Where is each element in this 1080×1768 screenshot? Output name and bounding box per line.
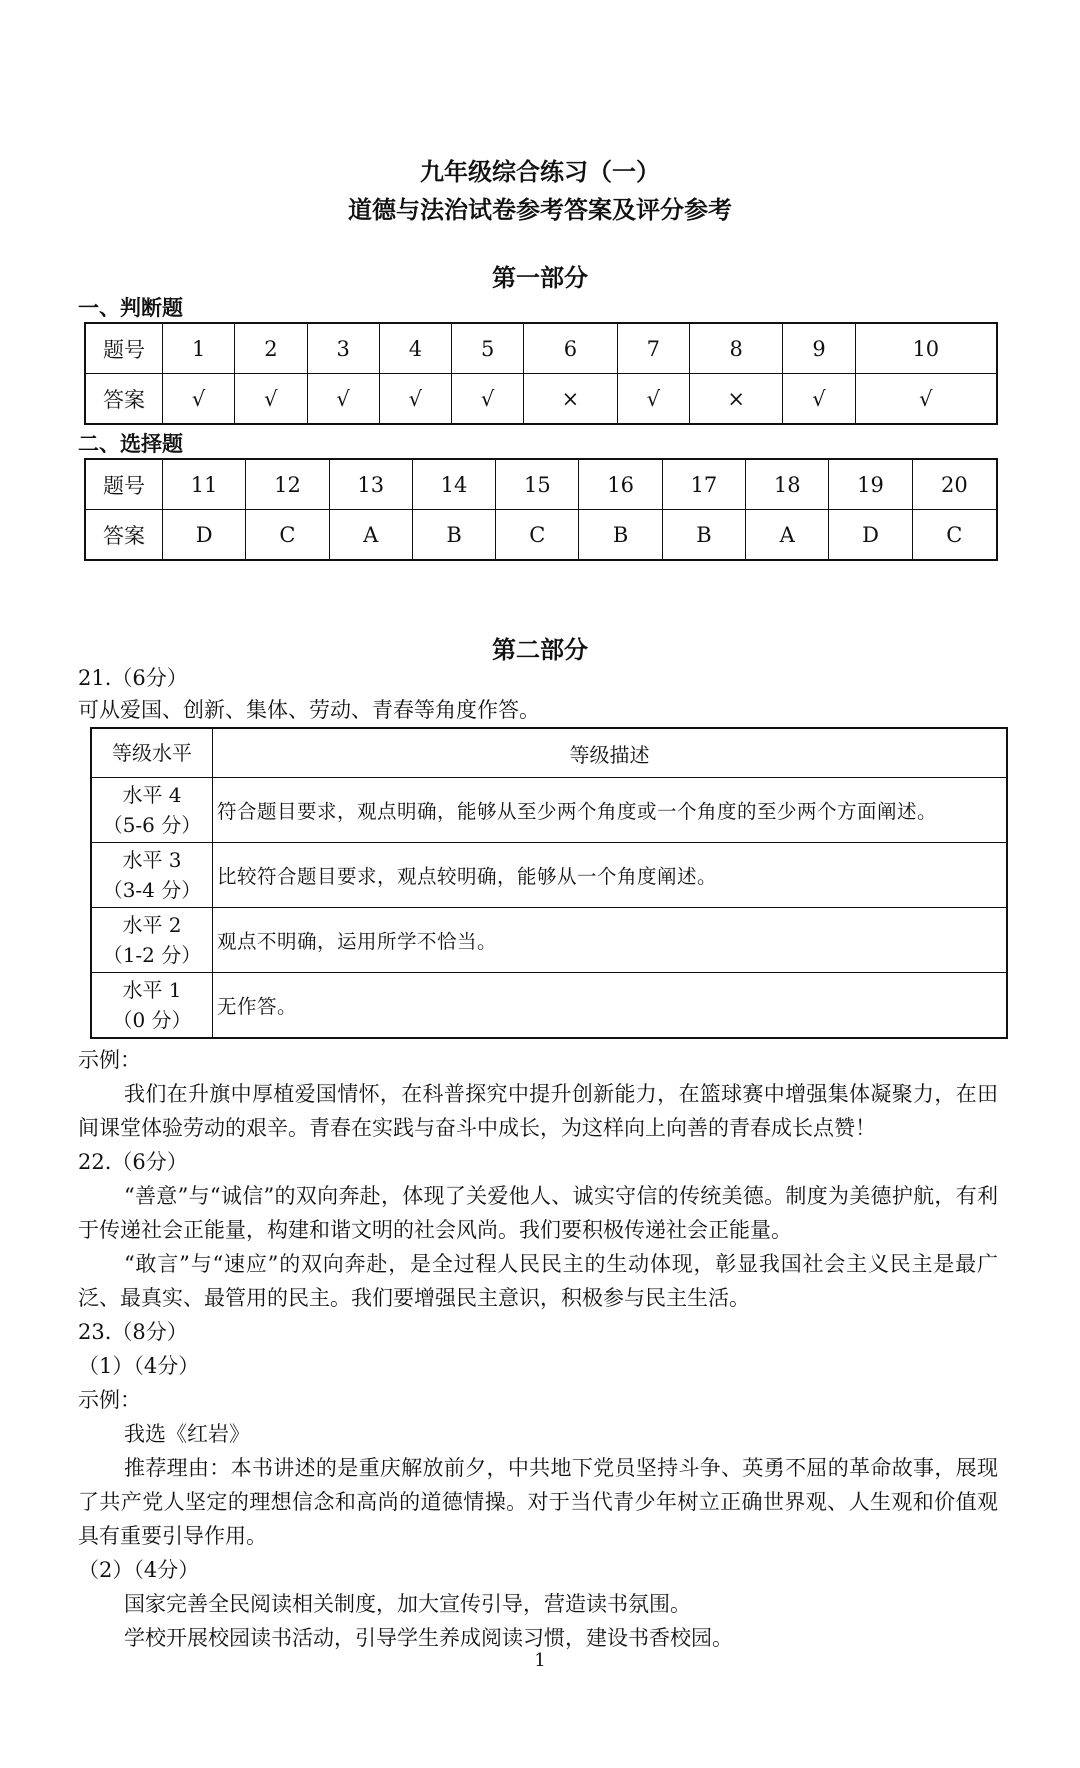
choice-number-cell: 12 [246,459,329,510]
level-description: 无作答。 [213,973,1008,1039]
level-description: 观点不明确，运用所学不恰当。 [213,908,1008,973]
choice-answer-cell: B [412,510,495,561]
choice-answer-cell: B [579,510,662,561]
choice-answer-cell: A [329,510,412,561]
q22-paragraph-1: “善意”与“诚信”的双向奔赴，体现了关爱他人、诚实守信的传统美德。制度为美德护航，有利于传递社会正能量，构建和谐文明的社会风尚。我们要积极传递社会正能量。 [78,1184,998,1242]
level-row [91,778,1007,843]
choice-number-cell: 11 [163,459,246,510]
answer-header-cell: 答案 [85,374,163,425]
level-name: 水平 1 [122,978,182,1002]
judge-answer-cell: √ [783,374,855,425]
choice-number-cell: 13 [329,459,412,510]
number-header-cell: 题号 [85,459,163,510]
judge-answer-cell: √ [307,374,379,425]
level-name: 水平 4 [122,783,182,807]
choice-answer-row [85,510,997,561]
choice-answer-cell: B [662,510,745,561]
part-two-heading: 第二部分 [492,635,588,664]
q21-example-label: 示例： [78,1048,141,1072]
judge-answer-cell: × [524,374,617,425]
q23-sub2-heading: （2）（4分） [78,1558,200,1582]
q23-sub1-heading: （1）（4分） [78,1354,200,1378]
level-name: 水平 3 [122,848,182,872]
level-cell [91,973,213,1039]
level-description: 符合题目要求，观点明确，能够从至少两个角度或一个角度的至少两个方面阐述。 [213,778,1008,843]
choice-answer-cell: C [912,510,997,561]
level-cell [91,843,213,908]
judge-answer-cell: √ [235,374,307,425]
level-column-header: 等级水平 [91,728,213,778]
level-name: 水平 2 [122,913,182,937]
choice-answer-cell: C [246,510,329,561]
choice-number-cell: 14 [412,459,495,510]
q23-example-label: 示例： [78,1388,141,1412]
q21-level-table [90,727,1008,1039]
choice-answer-cell: C [496,510,579,561]
level-cell [91,778,213,843]
page-number: 1 [534,1650,546,1671]
choice-number-cell: 20 [912,459,997,510]
choice-answer-cell: D [829,510,912,561]
choice-answer-cell: D [163,510,246,561]
judge-answer-cell: √ [617,374,689,425]
choice-answer-cell: A [746,510,829,561]
level-score: （5-6 分） [102,813,202,837]
choice-number-cell: 18 [746,459,829,510]
judge-answer-cell: × [689,374,782,425]
choice-number-row [85,459,997,510]
judge-answer-cell: √ [379,374,451,425]
section-judge-heading: 一、判断题 [78,295,183,320]
q23-heading: 23.（8分） [78,1320,188,1344]
document-subtitle: 道德与法治试卷参考答案及评分参考 [348,195,732,224]
q23-recommendation-reason: 推荐理由：本书讲述的是重庆解放前夕，中共地下党员坚持斗争、英勇不屈的革命故事，展现了共产党人坚定的理想信念和高尚的道德情操。对于当代青少年树立正确世界观、人生观和价值观具有重要引导作用。 [78,1456,998,1548]
judge-answer-cell: √ [163,374,235,425]
section-choice-heading: 二、选择题 [78,431,183,456]
judge-number-cell: 8 [689,323,782,374]
level-row [91,843,1007,908]
judge-number-cell: 9 [783,323,855,374]
level-score: （0 分） [112,1008,192,1032]
judge-number-cell: 3 [307,323,379,374]
judge-answer-cell: √ [452,374,524,425]
q22-heading: 22.（6分） [78,1150,188,1174]
level-cell [91,908,213,973]
q23-answer-national: 国家完善全民阅读相关制度，加大宣传引导，营造读书氛围。 [124,1592,691,1616]
level-row [91,908,1007,973]
q21-intro: 可从爱国、创新、集体、劳动、青春等角度作答。 [78,698,540,722]
judge-number-cell: 5 [452,323,524,374]
judge-number-cell: 7 [617,323,689,374]
judge-number-row [85,323,997,374]
judge-number-cell: 4 [379,323,451,374]
judge-answer-table [84,322,998,425]
choice-number-cell: 15 [496,459,579,510]
judge-answer-row [85,374,997,425]
level-row [91,973,1007,1039]
number-header-cell: 题号 [85,323,163,374]
choice-answer-table [84,458,998,561]
q21-example-text: 我们在升旗中厚植爱国情怀，在科普探究中提升创新能力，在篮球赛中增强集体凝聚力，在田间课堂体验劳动的艰辛。青春在实践与奋斗中成长，为这样向上向善的青春成长点赞！ [78,1082,998,1140]
level-score: （1-2 分） [102,943,202,967]
judge-number-cell: 10 [855,323,997,374]
q23-book-choice: 我选《红岩》 [124,1422,250,1446]
part-one-heading: 第一部分 [492,263,588,292]
judge-number-cell: 6 [524,323,617,374]
q23-answer-school: 学校开展校园读书活动，引导学生养成阅读习惯，建设书香校园。 [124,1626,733,1650]
description-column-header: 等级描述 [213,728,1008,778]
judge-number-cell: 1 [163,323,235,374]
answer-header-cell: 答案 [85,510,163,561]
document-title: 九年级综合练习（一） [420,157,660,186]
level-table-header [91,728,1007,778]
choice-number-cell: 17 [662,459,745,510]
judge-number-cell: 2 [235,323,307,374]
level-description: 比较符合题目要求，观点较明确，能够从一个角度阐述。 [213,843,1008,908]
q21-heading: 21.（6分） [78,666,188,690]
choice-number-cell: 19 [829,459,912,510]
q22-paragraph-2: “敢言”与“速应”的双向奔赴，是全过程人民民主的生动体现，彰显我国社会主义民主是最广泛、最真实、最管用的民主。我们要增强民主意识，积极参与民主生活。 [78,1252,998,1310]
level-score: （3-4 分） [102,878,202,902]
choice-number-cell: 16 [579,459,662,510]
judge-answer-cell: √ [855,374,997,425]
